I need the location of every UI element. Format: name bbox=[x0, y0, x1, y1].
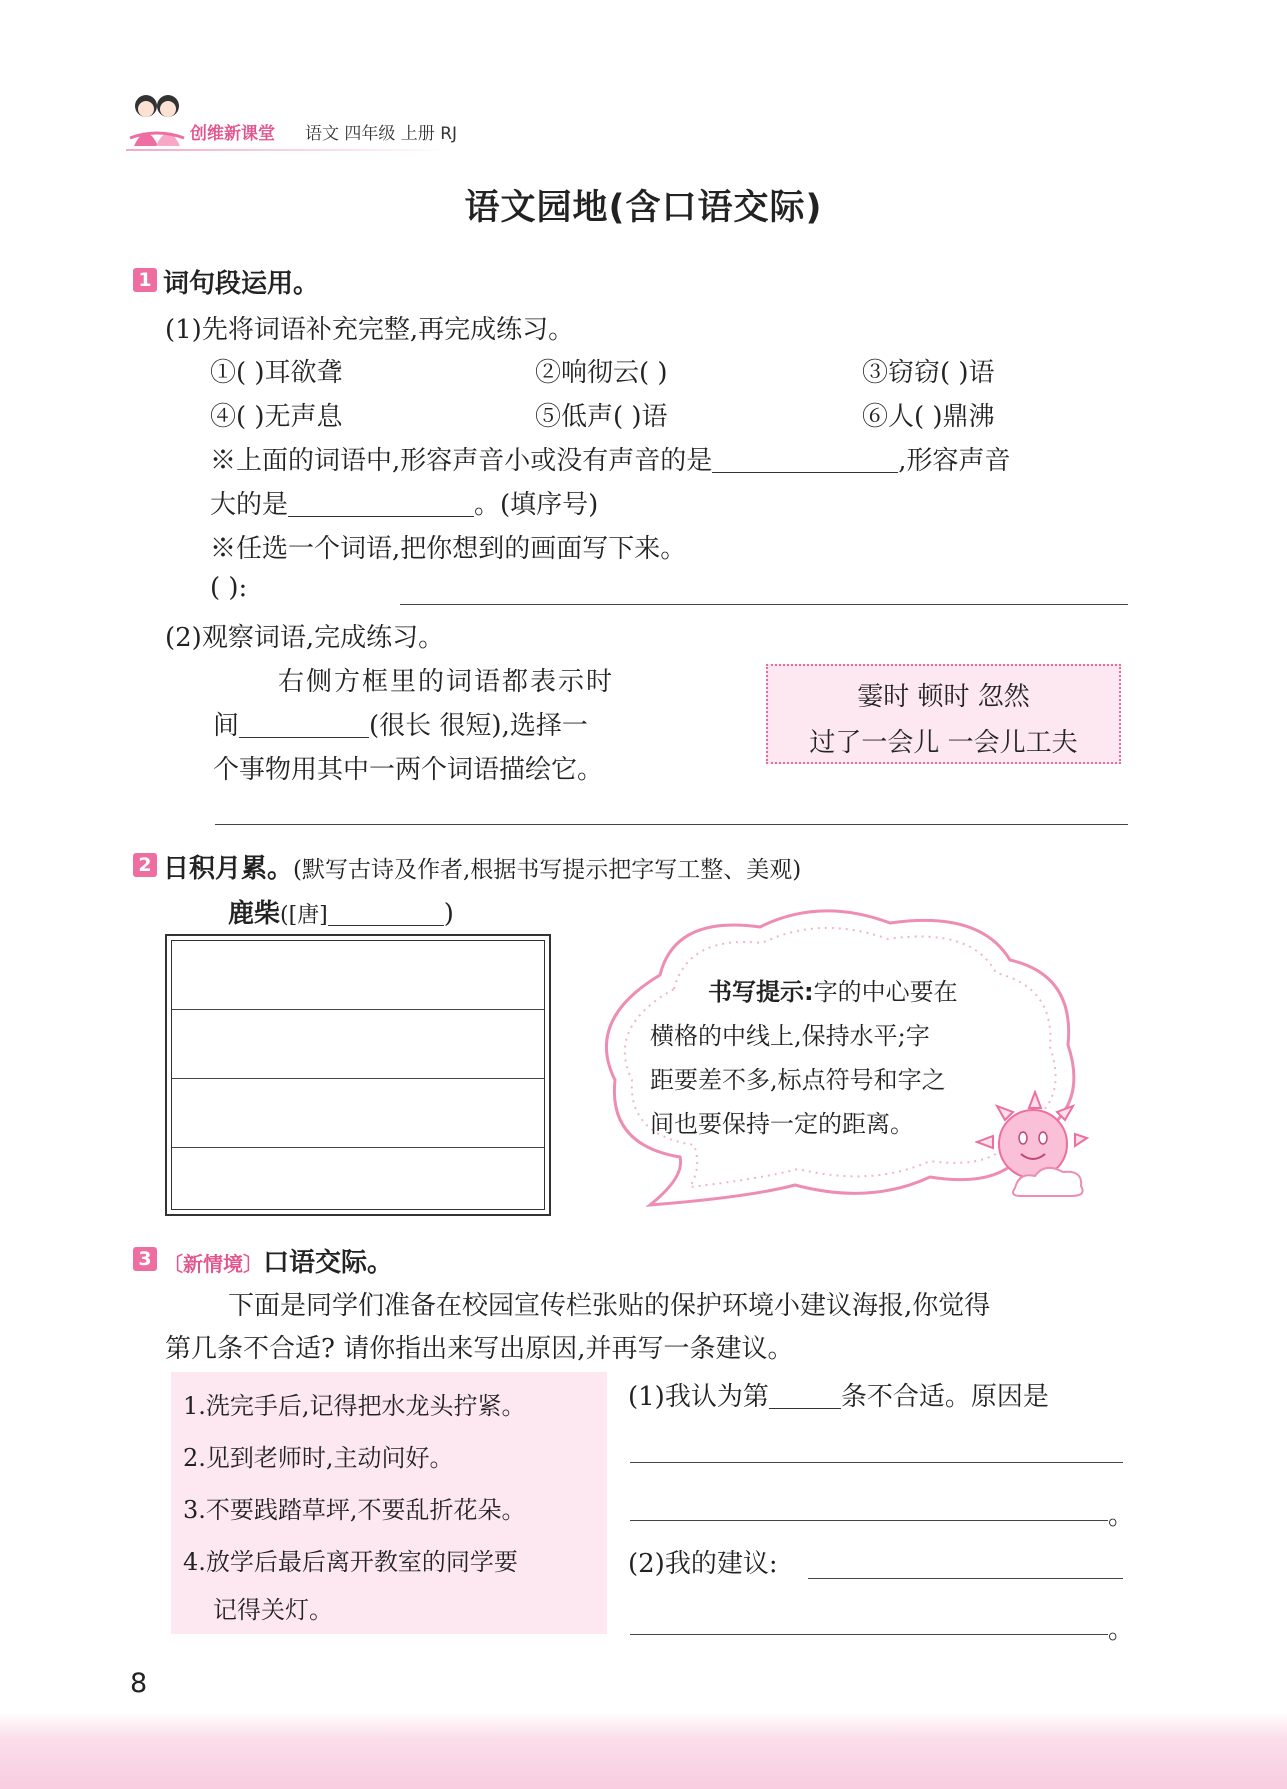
answer-blank-time[interactable] bbox=[239, 737, 369, 738]
part2-text-line1: 右侧方框里的词语都表示时 bbox=[278, 667, 615, 697]
list-item: 记得关灯。 bbox=[213, 1596, 333, 1624]
list-item: 1.洗完手后,记得把水龙头拧紧。 bbox=[183, 1392, 526, 1420]
section3-number: 3 bbox=[133, 1247, 157, 1271]
list-item: 3.不要践踏草坪,不要乱折花朵。 bbox=[183, 1496, 526, 1524]
footer-band bbox=[0, 1712, 1287, 1789]
section2-title: 日积月累。(默写古诗及作者,根据书写提示把字写工整、美观) bbox=[163, 854, 802, 884]
answer-line-suggestion-2[interactable] bbox=[630, 1634, 1108, 1635]
answer-line-reason-1[interactable] bbox=[630, 1462, 1123, 1463]
part2-text-line3: 个事物用其中一两个词语描绘它。 bbox=[213, 755, 604, 785]
answer-line-reason-2[interactable] bbox=[630, 1520, 1108, 1521]
idiom-item-5: ⑤低声( )语 bbox=[535, 402, 668, 432]
idiom-item-3: ③窃窃( )语 bbox=[862, 358, 995, 388]
poem-title-line: 鹿柴([唐] ) bbox=[228, 899, 454, 929]
suggestion-period: 。 bbox=[1108, 1615, 1135, 1645]
question-loud-words: 大的是 。(填序号) bbox=[210, 490, 599, 520]
question-describe-scene: ※任选一个词语,把你想到的画面写下来。 bbox=[210, 534, 687, 564]
answer-line-describe[interactable] bbox=[215, 824, 1128, 825]
poem-dynasty: ([唐] bbox=[280, 903, 328, 928]
answer-blank-item-number[interactable] bbox=[769, 1408, 841, 1409]
question-quiet-words: ※上面的词语中,形容声音小或没有声音的是 ,形容声音 bbox=[210, 446, 1011, 476]
section1-title: 词句段运用。 bbox=[163, 269, 320, 299]
chosen-word-paren: ( ): bbox=[210, 573, 248, 603]
brand-name: 创维新课堂 bbox=[190, 124, 275, 144]
handwriting-grid[interactable] bbox=[165, 934, 551, 1216]
tip-label: 书写提示: bbox=[708, 978, 814, 1006]
answer-blank-loud[interactable] bbox=[288, 516, 474, 517]
section2-number: 2 bbox=[133, 853, 157, 877]
part2-text-line2: 间 (很长 很短),选择一 bbox=[213, 711, 588, 741]
section2-note: (默写古诗及作者,根据书写提示把字写工整、美观) bbox=[293, 857, 802, 883]
idiom-item-4: ④( )无声息 bbox=[210, 402, 343, 432]
poster-suggestion-box bbox=[171, 1372, 607, 1634]
reason-period: 。 bbox=[1108, 1501, 1135, 1531]
section1-number: 1 bbox=[133, 268, 157, 292]
page-number: 8 bbox=[130, 1668, 148, 1699]
idiom-item-2: ②响彻云( ) bbox=[535, 358, 668, 388]
book-subject: 语文 四年级 上册 RJ bbox=[305, 124, 458, 144]
idiom-item-6: ⑥人( )鼎沸 bbox=[862, 402, 995, 432]
answer-line-suggestion-1[interactable] bbox=[808, 1578, 1123, 1579]
time-words-row2: 过了一会儿 一会儿工夫 bbox=[809, 728, 1078, 758]
page-title: 语文园地(含口语交际) bbox=[464, 188, 823, 228]
time-words-row1: 霎时 顿时 忽然 bbox=[857, 682, 1030, 712]
section3-title: 〔新情境〕口语交际。 bbox=[163, 1248, 394, 1278]
section1-part1-instruction: (1)先将词语补充完整,再完成练习。 bbox=[165, 315, 575, 345]
writing-tip-text: 书写提示:字的中心要在 横格的中线上,保持水平;字 距要差不多,标点符号和字之 间也要保持一定的距离。 bbox=[650, 978, 958, 1138]
list-item: 2.见到老师时,主动问好。 bbox=[183, 1444, 454, 1472]
question-which-item: (1)我认为第 条不合适。原因是 bbox=[628, 1382, 1049, 1412]
answer-blank-author[interactable] bbox=[328, 925, 444, 926]
answer-line-scene[interactable] bbox=[400, 604, 1128, 605]
header-divider bbox=[126, 149, 446, 151]
sun-icon bbox=[975, 1090, 1095, 1202]
section3-intro-line2: 第几条不合适? 请你指出来写出原因,并再写一条建议。 bbox=[165, 1334, 794, 1364]
idiom-item-1: ①( )耳欲聋 bbox=[210, 358, 343, 388]
header-mascot-icon bbox=[126, 88, 188, 150]
section1-part2-instruction: (2)观察词语,完成练习。 bbox=[165, 623, 445, 653]
poem-title: 鹿柴 bbox=[228, 899, 281, 929]
answer-blank-quiet[interactable] bbox=[712, 472, 898, 473]
new-context-tag: 〔新情境〕 bbox=[163, 1252, 263, 1276]
time-words-box bbox=[766, 664, 1121, 764]
question-my-suggestion: (2)我的建议: bbox=[628, 1549, 778, 1579]
list-item: 4.放学后最后离开教室的同学要 bbox=[183, 1548, 518, 1576]
section3-intro-line1: 下面是同学们准备在校园宣传栏张贴的保护环境小建议海报,你觉得 bbox=[228, 1291, 991, 1321]
